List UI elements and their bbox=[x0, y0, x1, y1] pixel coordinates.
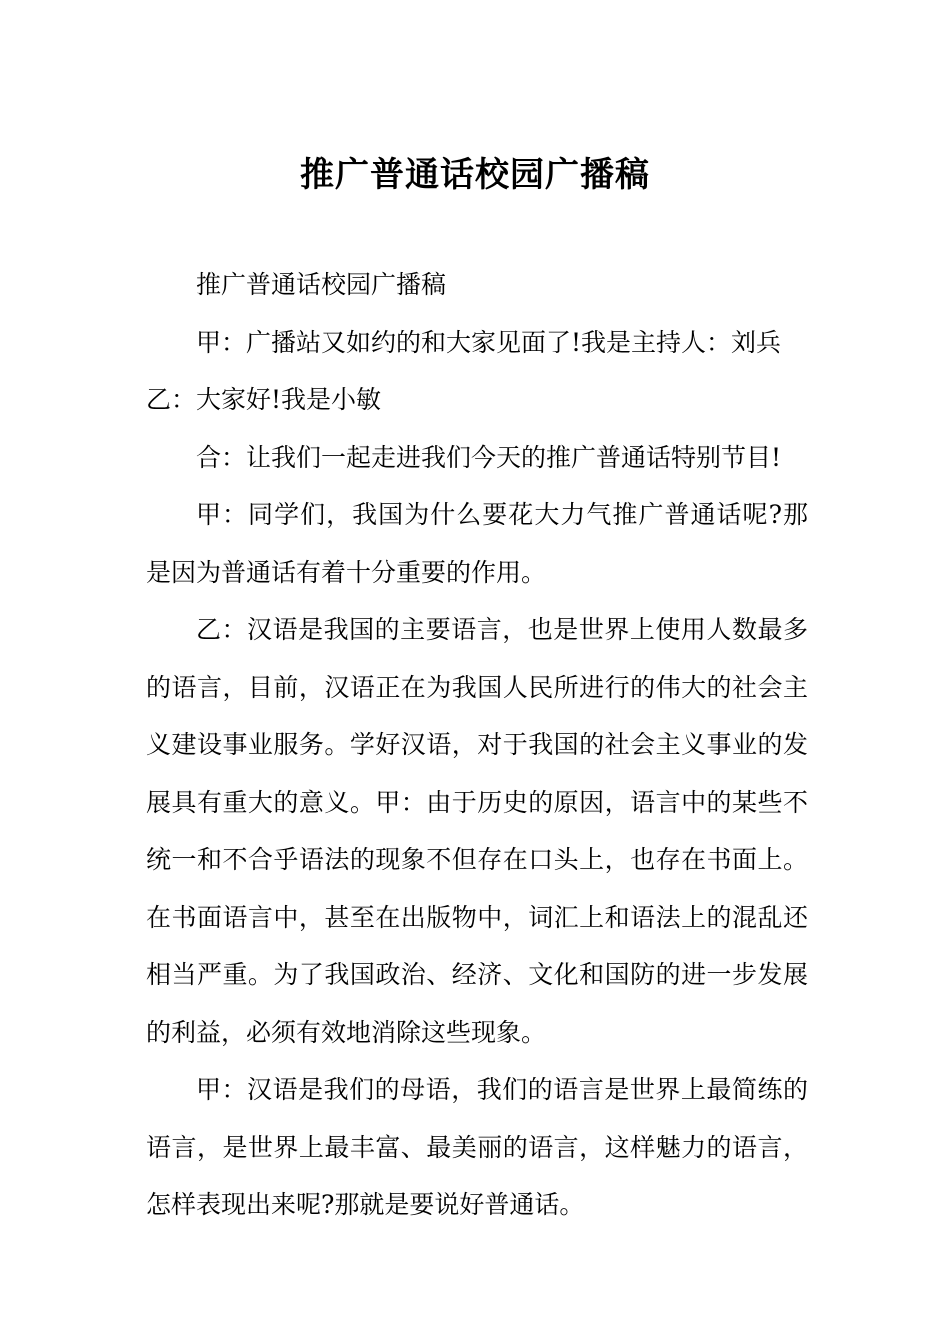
paragraph-jia-intro: 甲：广播站又如约的和大家见面了!我是主持人：刘兵 bbox=[196, 327, 782, 357]
paragraph-yi-chinese-language: 乙：汉语是我国的主要语言，也是世界上使用人数最多的语言，目前，汉语正在为我国人民所进行的伟大的社会主义建设事业服务。学好汉语，对于我国的社会主义事业的发展具有重大的意义。甲：由于历史的原因，语言中的某些不统一和不合乎语法的现象不但存在口头上，也存在书面上。在书面语言中，甚至在出版物中，词汇上和语法上的混乱还相当严重。为了我国政治、经济、文化和国防的进一步发展的利益，必须有效地消除这些现象。 bbox=[146, 615, 808, 1047]
document-body bbox=[146, 256, 808, 1234]
paragraph-jia-mother-tongue: 甲：汉语是我们的母语，我们的语言是世界上最简练的语言，是世界上最丰富、最美丽的语言，这样魅力的语言，怎样表现出来呢?那就是要说好普通话。 bbox=[146, 1075, 808, 1219]
document-title: 推广普通话校园广播稿 bbox=[300, 154, 650, 195]
paragraph-yi-greeting: 乙：大家好!我是小敏 bbox=[146, 385, 382, 414]
paragraph-jia-question: 甲：同学们，我国为什么要花大力气推广普通话呢?那是因为普通话有着十分重要的作用。 bbox=[146, 500, 808, 587]
paragraph-subtitle: 推广普通话校园广播稿 bbox=[196, 270, 447, 299]
paragraph-together: 合：让我们一起走进我们今天的推广普通话特别节目! bbox=[196, 442, 782, 472]
